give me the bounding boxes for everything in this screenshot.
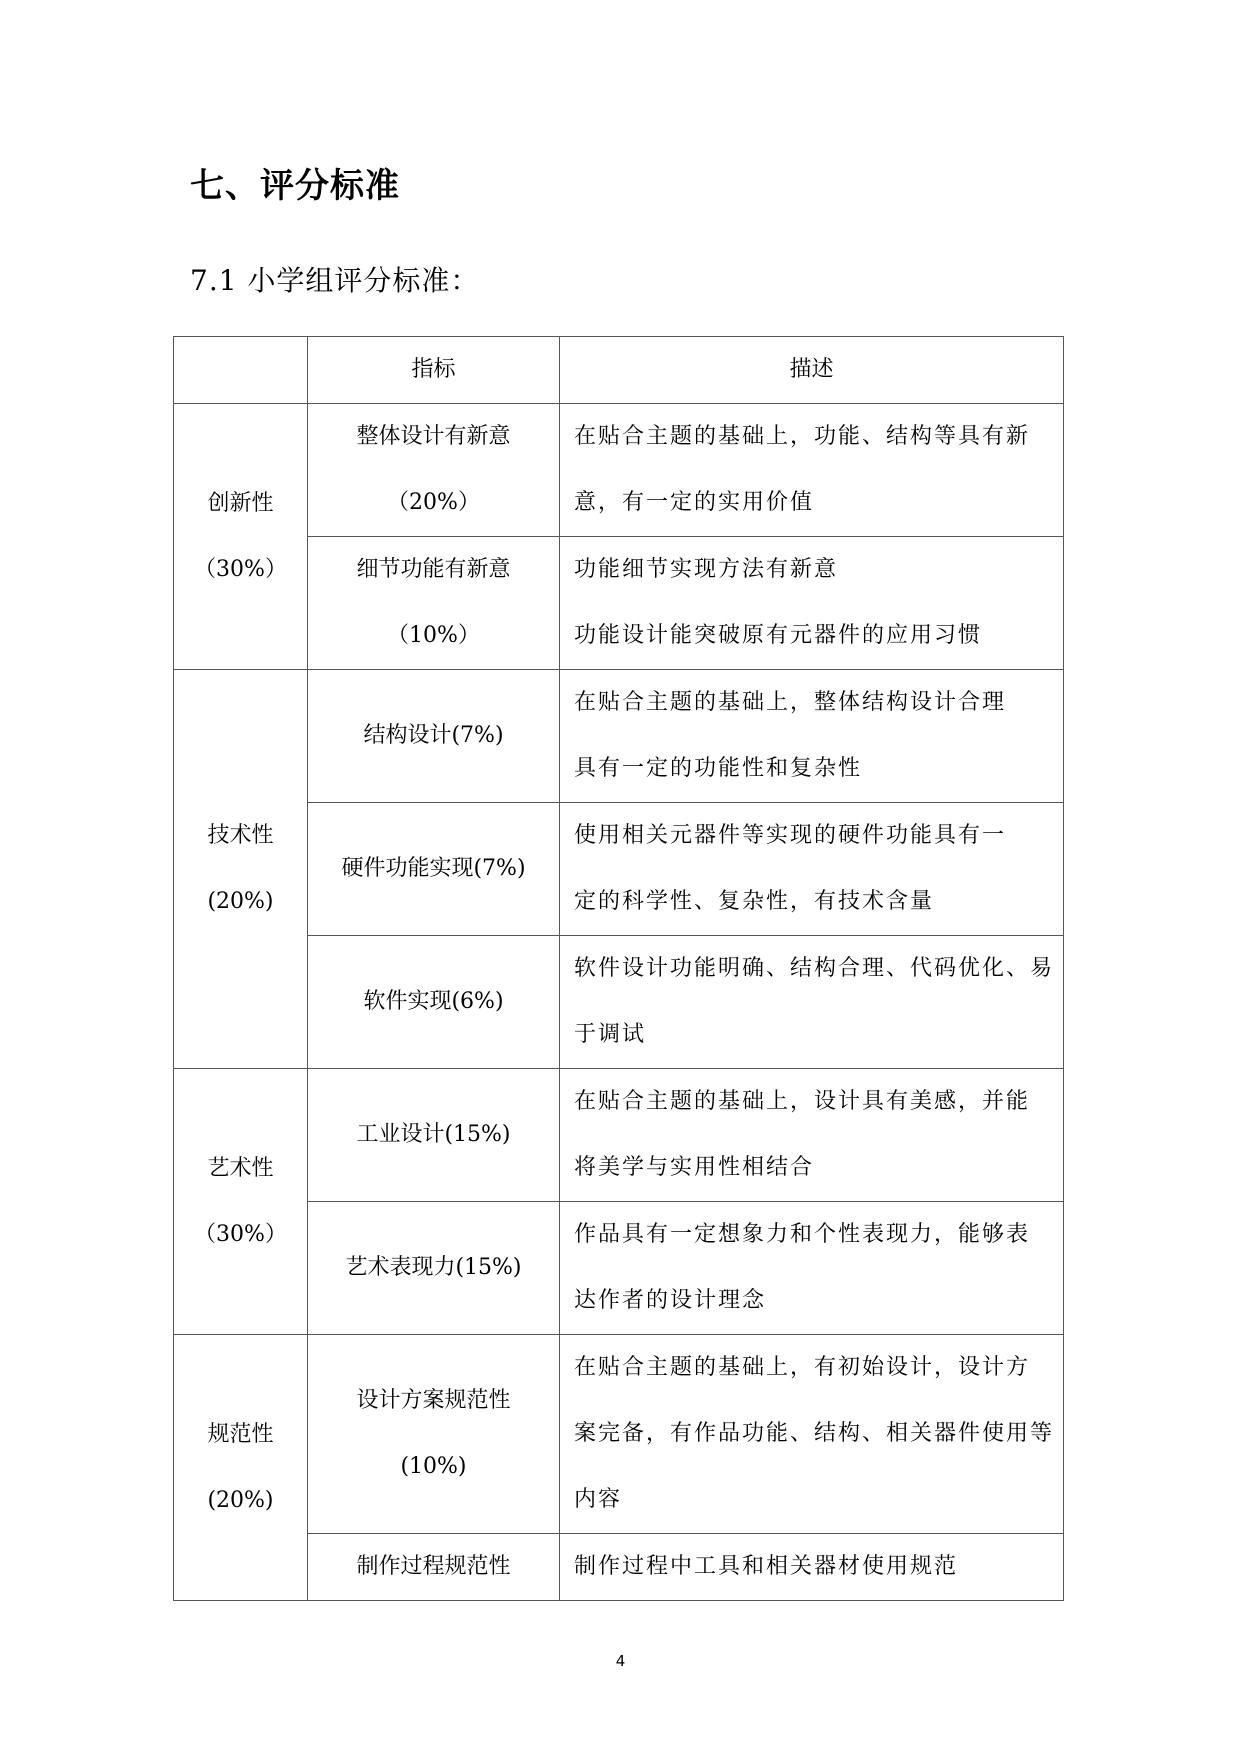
table-row [174, 1202, 1064, 1335]
subsection-heading: 7.1 小学组评分标准： [190, 264, 480, 297]
cell-line: （30%） [194, 556, 287, 582]
indicator-cell [308, 1069, 560, 1202]
cell-line: 内容 [574, 1487, 623, 1512]
cell-line: 在贴合主题的基础上，整体结构设计合理 [574, 690, 1007, 715]
cell-line: 创新性 [207, 490, 274, 516]
cell-line: 功能设计能突破原有元器件的应用习惯 [574, 623, 983, 648]
description-cell [560, 1335, 1064, 1534]
cell-line: 整体设计有新意 [356, 424, 511, 449]
description-cell [560, 404, 1064, 537]
table-row [174, 1069, 1064, 1202]
cell-line: (20%) [207, 889, 274, 914]
indicator-cell [308, 1202, 560, 1335]
cell-line: 在贴合主题的基础上，有初始设计，设计方 [574, 1355, 1031, 1380]
cell-line: (20%) [207, 1487, 274, 1513]
header-cell-description: 描述 [560, 337, 1064, 404]
cell-line: 软件实现(6%) [363, 989, 504, 1014]
cell-line: （10%） [387, 623, 480, 648]
cell-line: 制作过程规范性 [356, 1554, 511, 1579]
cell-line: 艺术表现力(15%) [345, 1255, 522, 1280]
cell-line: 作品具有一定想象力和个性表现力，能够表 [574, 1222, 1031, 1247]
cell-line: 在贴合主题的基础上，功能、结构等具有新 [574, 424, 1031, 449]
description-cell [560, 1202, 1064, 1335]
category-cell [174, 404, 308, 670]
cell-line: 艺术性 [207, 1155, 274, 1181]
page-number: 4 [615, 1652, 626, 1670]
cell-line: 达作者的设计理念 [574, 1288, 767, 1313]
description-cell [560, 936, 1064, 1069]
category-cell [174, 1335, 308, 1601]
indicator-cell [308, 404, 560, 537]
table-header-row [174, 337, 1064, 404]
cell-line: 案完备，有作品功能、结构、相关器件使用等 [574, 1421, 1055, 1446]
cell-line: 功能细节实现方法有新意 [574, 557, 839, 582]
cell-line: 在贴合主题的基础上，设计具有美感，并能 [574, 1089, 1031, 1114]
section-heading: 七、评分标准 [190, 166, 400, 206]
cell-line: 硬件功能实现(7%) [341, 856, 526, 881]
description-cell [560, 803, 1064, 936]
header-cell-category [174, 337, 308, 404]
table-row [174, 670, 1064, 803]
table-row [174, 803, 1064, 936]
cell-line: (10%) [400, 1454, 467, 1479]
description-cell [560, 1534, 1064, 1601]
description-cell [560, 670, 1064, 803]
cell-line: 工业设计(15%) [356, 1122, 511, 1147]
cell-line: （20%） [387, 490, 480, 515]
cell-line: 软件设计功能明确、结构合理、代码优化、易 [574, 956, 1055, 981]
indicator-cell [308, 1534, 560, 1601]
cell-line: （30%） [194, 1221, 287, 1247]
category-cell [174, 1069, 308, 1335]
header-cell-indicator: 指标 [308, 337, 560, 404]
category-cell [174, 670, 308, 1069]
cell-line: 于调试 [574, 1022, 647, 1047]
table-row [174, 936, 1064, 1069]
cell-line: 使用相关元器件等实现的硬件功能具有一 [574, 823, 1007, 848]
cell-line: 制作过程中工具和相关器材使用规范 [574, 1554, 959, 1579]
cell-line: 结构设计(7%) [363, 723, 504, 748]
indicator-cell [308, 537, 560, 670]
table-row [174, 404, 1064, 537]
scoring-table [173, 336, 1064, 1601]
cell-line: 将美学与实用性相结合 [574, 1155, 815, 1180]
table-row [174, 1335, 1064, 1534]
cell-line: 细节功能有新意 [356, 557, 511, 582]
cell-line: 技术性 [207, 823, 274, 848]
table-row [174, 537, 1064, 670]
description-cell [560, 1069, 1064, 1202]
cell-line: 具有一定的功能性和复杂性 [574, 756, 863, 781]
cell-line: 定的科学性、复杂性，有技术含量 [574, 889, 935, 914]
indicator-cell [308, 1335, 560, 1534]
indicator-cell [308, 670, 560, 803]
table-row [174, 1534, 1064, 1601]
description-cell [560, 537, 1064, 670]
cell-line: 设计方案规范性 [356, 1388, 511, 1413]
indicator-cell [308, 803, 560, 936]
cell-line: 规范性 [207, 1421, 274, 1447]
indicator-cell [308, 936, 560, 1069]
cell-line: 意，有一定的实用价值 [574, 490, 815, 515]
